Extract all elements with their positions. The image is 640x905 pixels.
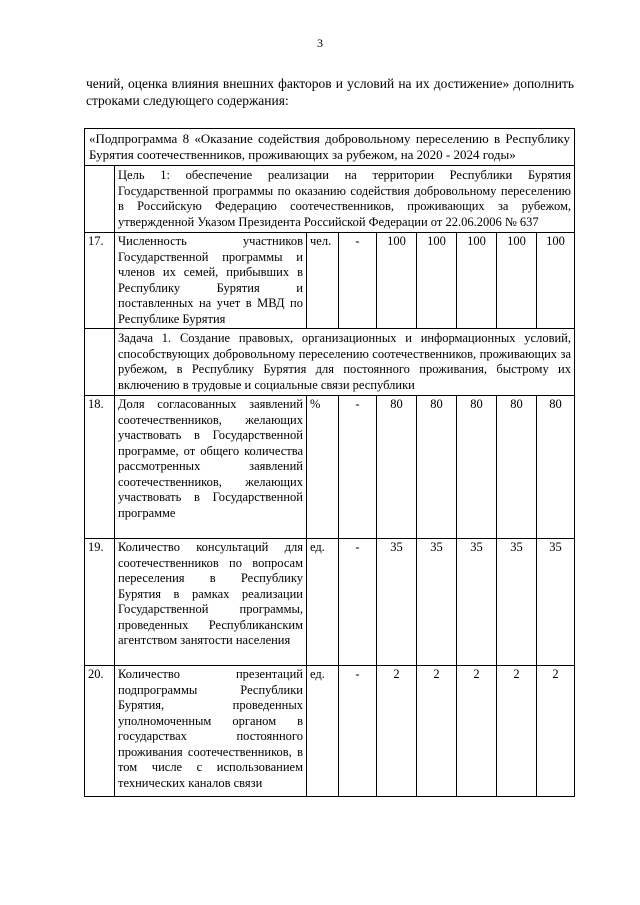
row-number: 17.: [85, 233, 115, 329]
value-2022: 2: [457, 666, 497, 797]
table-row: [85, 396, 575, 539]
base-value: -: [339, 233, 377, 329]
base-value: -: [339, 539, 377, 666]
value-2022: 35: [457, 539, 497, 666]
unit-cell: ед.: [307, 539, 339, 666]
indicators-table: [84, 128, 575, 797]
value-2022: 80: [457, 396, 497, 539]
value-2021: 80: [417, 396, 457, 539]
value-2024: 100: [537, 233, 575, 329]
value-2023: 80: [497, 396, 537, 539]
indicator-name: Количество презентаций подпрограммы Республики Бурятия, проведенных уполномоченным органом в государствах постоянного проживания соотечественников, в том числе с использованием технических каналов связи: [115, 666, 307, 797]
task-text: Задача 1. Создание правовых, организационных и информационных условий, способствующих добровольному переселению соотечественников, проживающих за рубежом, в Республику Бурятия для постоянного проживания, быстрому их включению в трудовые и социальные связи республики: [115, 329, 575, 396]
page-number: 3: [317, 36, 323, 50]
value-2020: 100: [377, 233, 417, 329]
value-2020: 80: [377, 396, 417, 539]
value-2020: 35: [377, 539, 417, 666]
value-2023: 35: [497, 539, 537, 666]
goal-num-cell: [85, 166, 115, 233]
value-2022: 100: [457, 233, 497, 329]
table-row: [85, 233, 575, 329]
value-2021: 100: [417, 233, 457, 329]
task-row: [85, 329, 575, 396]
unit-cell: ед.: [307, 666, 339, 797]
base-value: -: [339, 666, 377, 797]
intro-paragraph: чений, оценка влияния внешних факторов и условий на их достижение» дополнить строками следующего содержания:: [86, 76, 574, 108]
value-2024: 35: [537, 539, 575, 666]
row-number: 19.: [85, 539, 115, 666]
subprogram-title: «Подпрограмма 8 «Оказание содействия добровольному переселению в Республику Бурятия соотечественников, проживающих за рубежом, на 2020 - 2024 годы»: [85, 129, 575, 166]
value-2023: 2: [497, 666, 537, 797]
row-number: 20.: [85, 666, 115, 797]
table-row: [85, 539, 575, 666]
goal-row: [85, 166, 575, 233]
value-2021: 35: [417, 539, 457, 666]
value-2020: 2: [377, 666, 417, 797]
table-row: [85, 666, 575, 797]
goal-text: Цель 1: обеспечение реализации на территории Республики Бурятия Государственной программы по оказанию содействия добровольному переселению в Российскую Федерацию соотечественников, проживающих за рубежом, утвержденной Указом Президента Российской Федерации от 22.06.2006 № 637: [115, 166, 575, 233]
value-2024: 80: [537, 396, 575, 539]
value-2021: 2: [417, 666, 457, 797]
task-num-cell: [85, 329, 115, 396]
indicator-name: Численность участников Государственной программы и членов их семей, прибывших в Республику Бурятия и поставленных на учет в МВД по Республике Бурятия: [115, 233, 307, 329]
value-2023: 100: [497, 233, 537, 329]
row-number: 18.: [85, 396, 115, 539]
unit-cell: %: [307, 396, 339, 539]
indicator-name: Количество консультаций для соотечественников по вопросам переселения в Республику Бурятия в рамках реализации Государственной программы, проведенных Республиканским агентством занятости населения: [115, 539, 307, 666]
unit-cell: чел.: [307, 233, 339, 329]
value-2024: 2: [537, 666, 575, 797]
subprogram-row: [85, 129, 575, 166]
indicator-name: Доля согласованных заявлений соотечественников, желающих участвовать в Государственной программе, от общего количества рассмотренных заявлений соотечественников, желающих участвовать в Государственной программе: [115, 396, 307, 539]
base-value: -: [339, 396, 377, 539]
